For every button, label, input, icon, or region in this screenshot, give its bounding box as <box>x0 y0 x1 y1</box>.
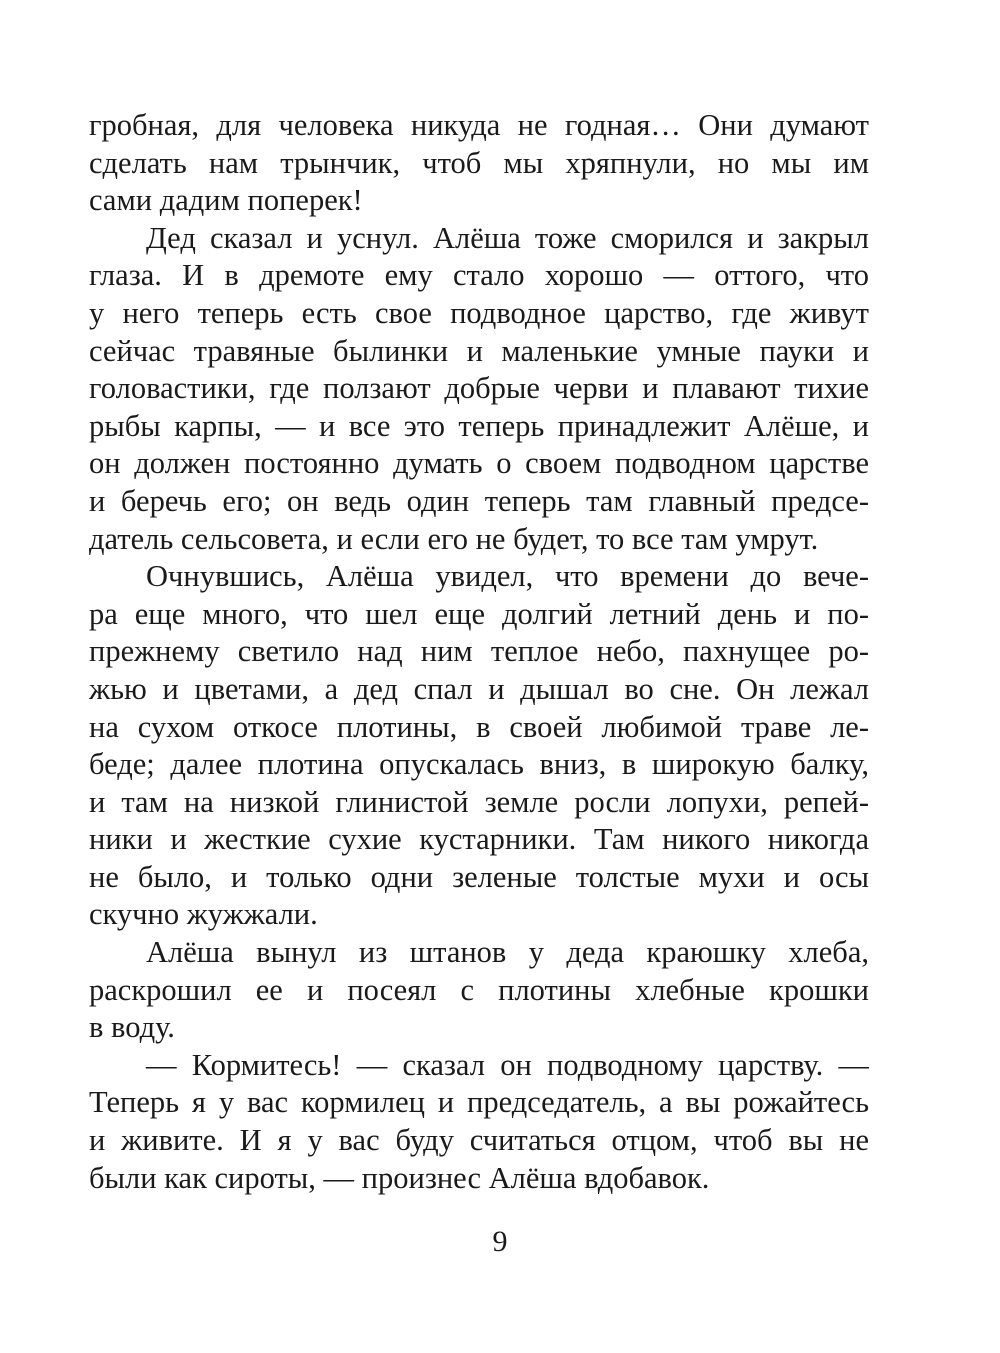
text-line: раскрошил ее и посеял с плотины хлебные крошки <box>89 972 869 1007</box>
text-line: сами дадим поперек! <box>89 183 363 218</box>
text-line: он должен постоянно думать о своем подводном царстве <box>89 446 869 481</box>
body-text <box>89 107 869 1197</box>
text-line: Теперь я у вас кормилец и председатель, а вы рожайтесь <box>89 1085 869 1120</box>
text-line: в воду. <box>89 1010 175 1045</box>
text-line: сделать нам трынчик, чтоб мы хряпнули, но мы им <box>89 145 869 180</box>
text-line: на сухом откосе плотины, в своей любимой траве ле- <box>89 709 869 744</box>
paragraph-first-line: Очнувшись, Алёша увидел, что времени до вече- <box>146 559 869 594</box>
paragraph-first-line: Дед сказал и уснул. Алёша тоже сморился и закрыл <box>146 220 869 255</box>
paragraph-first-line: — Кормитесь! — сказал он подводному царству. — <box>146 1047 869 1082</box>
page-number: 9 <box>492 1225 508 1258</box>
text-line: и там на низкой глинистой земле росли лопухи, репей- <box>89 784 869 819</box>
text-line: и живите. И я у вас буду считаться отцом, чтоб вы не <box>89 1123 869 1158</box>
text-line: прежнему светило над ним теплое небо, пахнущее ро- <box>89 634 869 669</box>
text-line: жью и цветами, а дед спал и дышал во сне. Он лежал <box>89 671 869 706</box>
text-line: датель сельсовета, и если его не будет, то все там умрут. <box>89 521 819 556</box>
text-line: скучно жужжали. <box>89 897 318 932</box>
text-line: гробная, для человека никуда не годная… Они думают <box>89 108 869 142</box>
text-line: и беречь его; он ведь один теперь там главный предсе- <box>89 483 869 518</box>
text-line: ра еще много, что шел еще долгий летний день и по- <box>89 596 869 631</box>
text-line: у него теперь есть свое подводное царство, где живут <box>89 295 869 330</box>
text-line: были как сироты, — произнес Алёша вдобавок. <box>89 1160 710 1195</box>
text-line: не было, и только одни зеленые толстые мухи и осы <box>89 859 869 894</box>
text-line: беде; далее плотина опускалась вниз, в широкую балку, <box>89 747 869 782</box>
text-line: головастики, где ползают добрые черви и плавают тихие <box>89 371 869 406</box>
text-line: рыбы карпы, — и все это теперь принадлежит Алёше, и <box>89 408 869 443</box>
text-line: ники и жесткие сухие кустарники. Там никого никогда <box>89 822 869 857</box>
text-line: глаза. И в дремоте ему стало хорошо — оттого, что <box>89 258 869 293</box>
paragraph-first-line: Алёша вынул из штанов у деда краюшку хлеба, <box>146 935 869 970</box>
text-line: сейчас травяные былинки и маленькие умные пауки и <box>89 333 869 368</box>
